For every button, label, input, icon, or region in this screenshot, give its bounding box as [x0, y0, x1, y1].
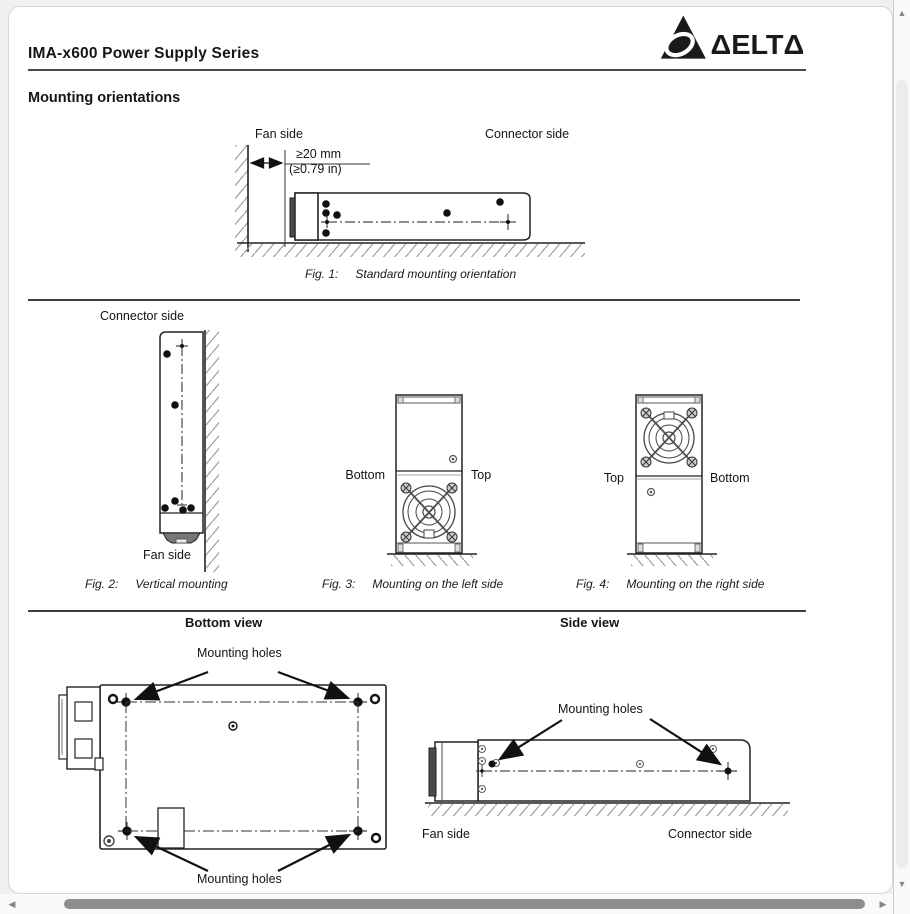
fig1-drawing [233, 123, 598, 288]
fig4-caption-tag: Fig. 4: [576, 577, 610, 591]
side-view-mounting-holes-label: Mounting holes [558, 702, 643, 716]
fig1-caption [305, 267, 516, 281]
delta-logo [658, 12, 808, 64]
scroll-left-icon[interactable]: ◀ [8, 899, 16, 909]
section-heading: Mounting orientations [28, 90, 181, 106]
fig3-caption [322, 577, 503, 591]
fig2-caption-tag: Fig. 2: [85, 577, 119, 591]
bottom-view-mounting-holes-bottom-label: Mounting holes [197, 872, 282, 886]
scroll-down-icon[interactable]: ▼ [897, 879, 907, 889]
fig2-caption-text: Vertical mounting [135, 577, 228, 591]
fig4-bottom-label: Bottom [710, 471, 750, 485]
fig1-caption-tag: Fig. 1: [305, 267, 339, 281]
fig1-clearance-mm: ≥20 mm [296, 147, 342, 161]
fig2-connector-side-label: Connector side [100, 309, 185, 323]
fig3-drawing [387, 391, 477, 566]
horizontal-scrollbar-thumb[interactable] [64, 899, 865, 909]
page-title: IMA-x600 Power Supply Series [28, 45, 260, 62]
scroll-up-icon[interactable]: ▲ [897, 8, 907, 18]
fig3-caption-tag: Fig. 3: [322, 577, 356, 591]
vertical-scrollbar-thumb[interactable] [896, 80, 908, 868]
bottom-view-heading: Bottom view [185, 615, 263, 630]
fig2-caption [85, 577, 228, 591]
fig3-top-label: Top [471, 468, 492, 482]
bottom-view-mounting-holes-top-label: Mounting holes [197, 646, 282, 660]
fig3-bottom-label: Bottom [345, 468, 385, 482]
side-view-connector-side-label: Connector side [668, 827, 753, 841]
fig1-fan-side-label: Fan side [255, 127, 303, 141]
fig2-fan-side-label: Fan side [143, 548, 191, 562]
fig1-connector-side-label: Connector side [485, 127, 570, 141]
fig4-top-label: Top [603, 471, 624, 485]
bottom-view-drawing [50, 642, 400, 897]
separator-1 [28, 299, 800, 301]
side-view-heading: Side view [560, 615, 620, 630]
scroll-right-icon[interactable]: ▶ [879, 899, 887, 909]
header-rule [28, 69, 806, 71]
fig1-clearance-in: (≥0.79 in) [289, 162, 342, 176]
fig1-caption-text: Standard mounting orientation [355, 267, 517, 281]
fig4-caption [576, 577, 764, 591]
fig2-drawing [146, 327, 231, 577]
separator-2 [28, 610, 806, 612]
fig3-caption-text: Mounting on the left side [372, 577, 504, 591]
delta-wordmark: ΔELTΔ [710, 28, 805, 60]
side-view-fan-side-label: Fan side [422, 827, 470, 841]
fig4-caption-text: Mounting on the right side [626, 577, 765, 591]
fig4-drawing [627, 391, 717, 566]
side-view-drawing [418, 702, 793, 847]
